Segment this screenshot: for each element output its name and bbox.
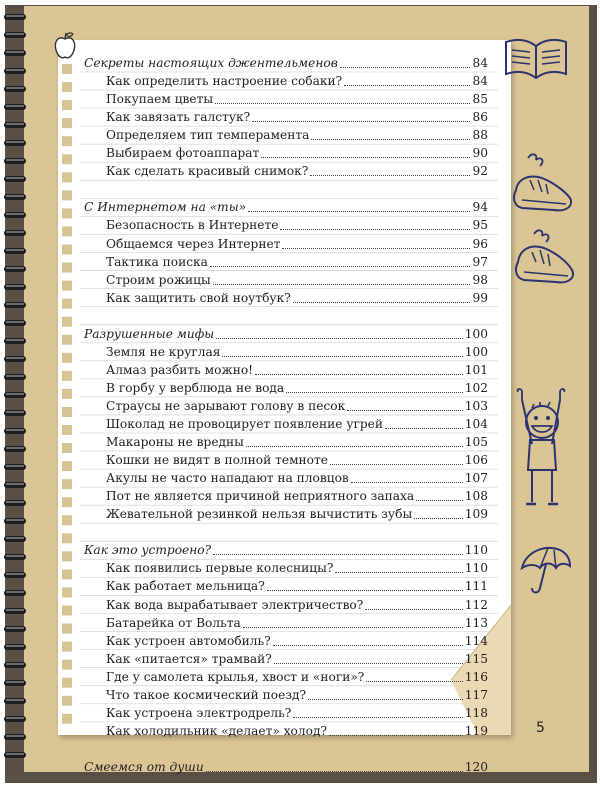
dot-leader: [252, 121, 470, 122]
toc-section-heading-page: 100: [464, 326, 488, 341]
toc-entry-title: Общаемся через Интернет: [106, 236, 281, 251]
toc-entry-page: 114: [464, 633, 488, 648]
toc-entry-title: Батарейка от Вольта: [106, 615, 241, 630]
toc-entry-title: Строим рожицы: [106, 272, 211, 287]
spiral-ring: [4, 752, 26, 758]
toc-entry: [106, 686, 488, 704]
toc-entry-title: Акулы не часто нападают на пловцов: [106, 471, 349, 486]
toc-entry-title: Как определить настроение собаки?: [106, 74, 343, 89]
punched-hole: [62, 696, 72, 706]
toc-section-heading-title: Как это устроено?: [84, 543, 212, 558]
punched-hole: [62, 172, 72, 182]
toc-entry: [106, 379, 488, 397]
spiral-ring: [4, 554, 26, 560]
toc-entry: [106, 72, 488, 90]
toc-entry-page: 86: [472, 110, 488, 125]
toc-entry-title: Макароны не вредны: [106, 435, 244, 450]
toc-entry-page: 107: [464, 471, 488, 486]
toc-entry-title: Покупаем цветы: [106, 92, 214, 107]
spiral-ring: [4, 248, 26, 254]
spiral-ring: [4, 572, 26, 578]
punched-hole: [62, 118, 72, 128]
spiral-ring: [4, 32, 26, 38]
punched-hole: [62, 190, 72, 200]
spiral-ring: [4, 68, 26, 74]
dot-leader: [213, 284, 471, 285]
toc-section-heading: [84, 198, 488, 216]
toc-entry-page: 88: [472, 128, 488, 143]
apple-icon: [52, 30, 78, 62]
toc-entry-title: Как вода вырабатывает электричество?: [106, 597, 364, 612]
dot-leader: [215, 103, 470, 104]
spiral-ring: [4, 374, 26, 380]
punched-hole: [62, 263, 72, 273]
dot-leader: [344, 85, 470, 86]
toc-entry-title: Тактика поиска: [106, 254, 208, 269]
toc-entry: [106, 704, 488, 722]
toc-entry-title: Шоколад не провоцирует появление угрей: [106, 417, 384, 431]
toc-entry: [106, 451, 488, 469]
dot-leader: [222, 356, 462, 357]
dot-leader: [282, 248, 470, 249]
toc-entry-title: Пот не является причиной неприятного запаха: [106, 489, 415, 504]
toc-section-heading: [84, 758, 488, 776]
dot-leader: [255, 374, 463, 375]
toc-entry-title: Как сделать красивый снимок?: [106, 164, 309, 179]
spiral-ring: [4, 482, 26, 488]
spiral-ring: [4, 302, 26, 308]
dot-leader: [246, 446, 463, 447]
toc-entry-page: 98: [472, 272, 488, 287]
dot-leader: [280, 229, 470, 230]
toc-entry-page: 99: [472, 290, 488, 305]
toc-entry-title: Как завязать галстук?: [106, 110, 251, 125]
punched-hole: [62, 64, 72, 74]
punched-hole: [62, 624, 72, 634]
toc-entry-title: Алмаз разбить можно!: [106, 362, 254, 377]
toc-entry-title: Земля не круглая: [106, 344, 221, 359]
dot-leader: [366, 681, 462, 682]
toc-entry: [106, 614, 488, 632]
punched-hole: [62, 497, 72, 507]
punched-hole: [62, 226, 72, 236]
spiral-ring: [4, 716, 26, 722]
toc-entry-title: Как устроен автомобиль?: [106, 633, 271, 648]
spiral-ring: [4, 536, 26, 542]
dot-leader: [385, 428, 463, 429]
toc-entry-title: Выбираем фотоаппарат: [106, 146, 260, 161]
toc-entry-title: Как защитить свой ноутбук?: [106, 290, 291, 305]
toc-entry-page: 109: [464, 507, 488, 522]
dot-leader: [340, 67, 471, 68]
punched-hole: [62, 407, 72, 417]
punched-hole: [62, 154, 72, 164]
toc-entry-page: 101: [464, 362, 488, 377]
spiral-ring: [4, 626, 26, 632]
toc-section-heading-title: Секреты настоящих джентельменов: [84, 56, 338, 70]
punched-hole: [62, 533, 72, 543]
toc-entry-page: 92: [472, 164, 488, 179]
toc-entry: [106, 90, 488, 108]
dot-leader: [216, 338, 463, 339]
toc-entry: [106, 253, 488, 271]
toc-entry: [106, 144, 488, 162]
dot-leader: [308, 699, 463, 700]
toc-entry-title: Определяем тип темперамента: [106, 128, 310, 143]
spiral-ring: [4, 662, 26, 668]
toc-entry: [106, 650, 488, 668]
toc-entry: [106, 126, 488, 144]
toc-entry: [106, 162, 488, 180]
punched-hole: [62, 317, 72, 327]
spiral-ring: [4, 194, 26, 200]
punched-hole: [62, 353, 72, 363]
toc-entry-page: 112: [464, 597, 488, 612]
spiral-ring: [4, 608, 26, 614]
dot-leader: [311, 139, 470, 140]
toc-entry: [106, 559, 488, 577]
dot-leader: [261, 157, 470, 158]
spiral-ring: [4, 266, 26, 272]
punched-hole: [62, 551, 72, 561]
dot-leader: [310, 175, 470, 176]
umbrella-icon: [518, 542, 572, 598]
spiral-ring: [4, 230, 26, 236]
spiral-ring: [4, 158, 26, 164]
toc-entry-title: Безопасность в Интернете: [106, 218, 279, 233]
dot-leader: [329, 735, 463, 736]
toc-section-heading-page: 120: [464, 759, 488, 774]
punched-hole: [62, 660, 72, 670]
toc-section-heading-page: 110: [464, 543, 488, 558]
dot-leader: [210, 266, 471, 267]
punched-hole: [62, 208, 72, 218]
punched-hole: [62, 606, 72, 616]
spiral-ring: [4, 356, 26, 362]
toc-entry-title: Как холодильник «делает» холод?: [106, 723, 328, 738]
spiral-ring: [4, 122, 26, 128]
toc-entry: [106, 415, 488, 433]
toc-entry-title: Кошки не видят в полной темноте: [106, 453, 328, 468]
punched-hole: [62, 82, 72, 92]
spiral-ring: [4, 14, 26, 20]
toc-entry-page: 96: [472, 236, 488, 251]
punched-hole: [62, 335, 72, 345]
toc-entry-page: 90: [472, 146, 488, 161]
toc-entry: [106, 361, 488, 379]
dot-leader: [330, 464, 463, 465]
dot-leader: [293, 717, 462, 718]
toc-entry-page: 105: [464, 435, 488, 450]
toc-entry-title: Где у самолета крылья, хвост и «ноги»?: [106, 669, 365, 684]
dot-leader: [243, 627, 463, 628]
toc-entry-page: 119: [464, 723, 488, 738]
toc-entry-page: 115: [464, 651, 488, 666]
toc-section-heading-title: С Интернетом на «ты»: [84, 200, 247, 215]
toc-entry-title: Что такое космический поезд?: [106, 687, 306, 702]
punched-hole: [62, 136, 72, 146]
sneakers-icon: [508, 150, 580, 290]
toc-entry-page: 116: [464, 669, 488, 684]
punched-hole: [62, 714, 72, 724]
toc-entry-page: 85: [472, 92, 488, 107]
toc-entry: [106, 505, 488, 523]
page-number: 5: [536, 720, 545, 736]
punched-hole: [62, 100, 72, 110]
spiral-ring: [4, 284, 26, 290]
toc-section-heading: [84, 541, 488, 559]
toc-entry: [106, 216, 488, 234]
dot-leader: [248, 211, 470, 212]
dot-leader: [293, 302, 471, 303]
toc-entry: [106, 271, 488, 289]
punched-hole: [62, 245, 72, 255]
dot-leader: [365, 609, 462, 610]
toc-entry-page: 102: [464, 380, 488, 395]
punched-hole: [62, 515, 72, 525]
spiral-ring: [4, 500, 26, 506]
spiral-ring: [4, 320, 26, 326]
toc-entry-title: Как работает мельница?: [106, 579, 265, 594]
dot-leader: [273, 645, 463, 646]
spiral-ring: [4, 392, 26, 398]
toc-entry-title: Как появились первые колесницы?: [106, 561, 334, 576]
dot-leader: [206, 771, 463, 772]
spiral-ring: [4, 212, 26, 218]
spiral-ring: [4, 698, 26, 704]
punched-hole: [62, 569, 72, 579]
toc-entry: [106, 722, 488, 740]
punched-hole: [62, 443, 72, 453]
spiral-binding: [0, 14, 28, 774]
toc-section-heading: [84, 325, 488, 343]
toc-section-heading: [84, 54, 488, 72]
toc-entry: [106, 469, 488, 487]
punched-hole: [62, 479, 72, 489]
spiral-ring: [4, 428, 26, 434]
toc-entry-title: Как «питается» трамвай?: [106, 651, 272, 666]
toc-entry: [106, 596, 488, 614]
dot-leader: [347, 410, 462, 411]
dot-leader: [213, 554, 463, 555]
dot-leader: [335, 572, 462, 573]
punched-hole: [62, 642, 72, 652]
punched-hole: [62, 461, 72, 471]
toc-entry: [106, 108, 488, 126]
punched-hole: [62, 389, 72, 399]
open-book-icon: [502, 32, 570, 84]
toc-entry-page: 106: [464, 453, 488, 468]
toc-entry-page: 108: [464, 489, 488, 504]
toc-entry-title: Жевательной резинкой нельзя вычистить зубы: [106, 507, 413, 522]
spiral-ring: [4, 140, 26, 146]
toc-entry-page: 84: [472, 74, 488, 89]
spiral-ring: [4, 104, 26, 110]
spiral-ring: [4, 86, 26, 92]
toc-entry-page: 95: [472, 218, 488, 233]
spiral-ring: [4, 680, 26, 686]
toc-entry: [106, 397, 488, 415]
toc-entry-page: 100: [464, 344, 488, 359]
toc-entry-title: В горбу у верблюда не вода: [106, 380, 285, 395]
toc-entry: [106, 668, 488, 686]
toc-entry: [106, 487, 488, 505]
toc-entry-page: 111: [464, 579, 488, 594]
punched-hole: [62, 299, 72, 309]
toc-entry-title: Как устроена электродрель?: [106, 705, 292, 720]
dot-leader: [416, 500, 463, 501]
smiling-kid-icon: [512, 388, 572, 518]
spiral-ring: [4, 410, 26, 416]
toc-section-heading-page: 94: [472, 200, 488, 215]
toc-entry-page: 103: [464, 398, 488, 413]
dot-leader: [267, 590, 463, 591]
toc-entry-title: Страусы не зарывают голову в песок: [106, 398, 346, 413]
spiral-ring: [4, 50, 26, 56]
dot-leader: [286, 392, 463, 393]
punched-hole: [62, 678, 72, 688]
spiral-ring: [4, 338, 26, 344]
toc-entry: [106, 235, 488, 253]
toc-entry: [106, 433, 488, 451]
toc-entry-page: 117: [464, 687, 488, 702]
dot-leader: [351, 482, 463, 483]
punched-hole: [62, 281, 72, 291]
punched-hole: [62, 587, 72, 597]
toc-entry-page: 113: [464, 615, 488, 630]
toc-section-heading-title: Смеемся от души: [84, 759, 204, 774]
toc-entry-page: 118: [464, 705, 488, 720]
spiral-ring: [4, 644, 26, 650]
spiral-ring: [4, 176, 26, 182]
punched-hole: [62, 425, 72, 435]
toc-entry-page: 110: [464, 561, 488, 576]
toc-section-heading-page: 84: [472, 56, 488, 70]
spiral-ring: [4, 446, 26, 452]
toc-entry-page: 97: [472, 254, 488, 269]
toc-section-heading-title: Разрушенные мифы: [84, 326, 215, 341]
toc-entry: [106, 577, 488, 595]
spiral-ring: [4, 590, 26, 596]
spiral-ring: [4, 518, 26, 524]
spiral-ring: [4, 464, 26, 470]
spiral-ring: [4, 734, 26, 740]
dot-leader: [274, 663, 463, 664]
punched-hole: [62, 371, 72, 381]
toc-entry-page: 104: [464, 417, 488, 431]
toc-entry: [106, 632, 488, 650]
toc-entry: [106, 289, 488, 307]
toc-entry: [106, 343, 488, 361]
dot-leader: [414, 518, 463, 519]
